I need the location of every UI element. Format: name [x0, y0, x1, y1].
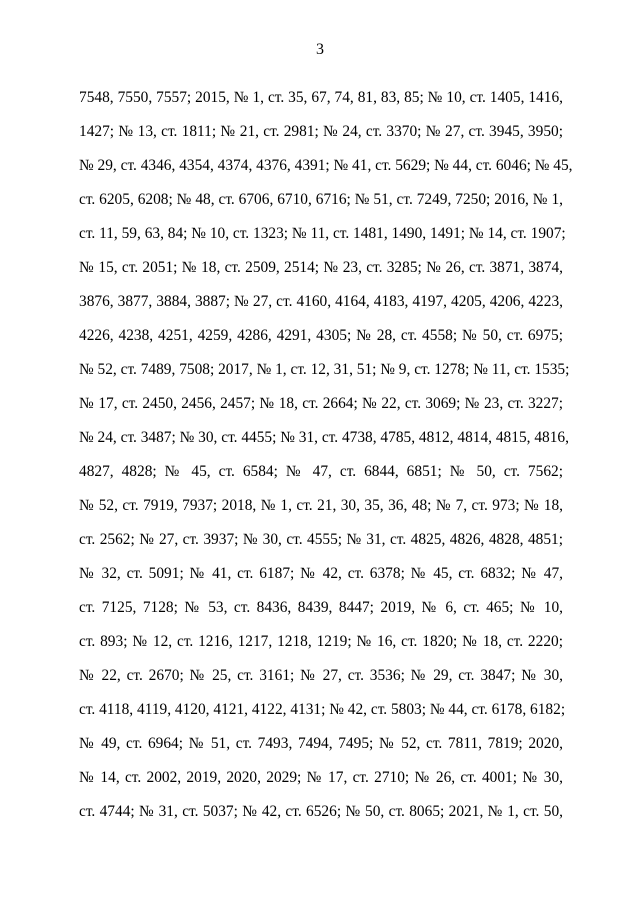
- text-line: № 49, ст. 6964; № 51, ст. 7493, 7494, 7495; № 52, ст. 7811, 7819; 2020,: [79, 735, 563, 752]
- document-body: [79, 81, 573, 829]
- text-line: № 22, ст. 2670; № 25, ст. 3161; № 27, ст. 3536; № 29, ст. 3847; № 30,: [79, 667, 563, 684]
- text-line: ст. 893; № 12, ст. 1216, 1217, 1218, 1219; № 16, ст. 1820; № 18, ст. 2220;: [79, 633, 563, 650]
- text-line: № 29, ст. 4346, 4354, 4374, 4376, 4391; № 41, ст. 5629; № 44, ст. 6046; № 45,: [79, 157, 573, 174]
- text-line: № 14, ст. 2002, 2019, 2020, 2029; № 17, ст. 2710; № 26, ст. 4001; № 30,: [79, 769, 563, 786]
- text-line: 7548, 7550, 7557; 2015, № 1, ст. 35, 67, 74, 81, 83, 85; № 10, ст. 1405, 1416,: [79, 89, 563, 106]
- page-number: 3: [316, 41, 324, 58]
- text-line: ст. 7125, 7128; № 53, ст. 8436, 8439, 8447; 2019, № 6, ст. 465; № 10,: [79, 599, 563, 616]
- text-line: № 52, ст. 7489, 7508; 2017, № 1, ст. 12, 31, 51; № 9, ст. 1278; № 11, ст. 1535;: [79, 361, 570, 378]
- text-line: № 15, ст. 2051; № 18, ст. 2509, 2514; № 23, ст. 3285; № 26, ст. 3871, 3874,: [79, 259, 563, 276]
- text-line: № 17, ст. 2450, 2456, 2457; № 18, ст. 2664; № 22, ст. 3069; № 23, ст. 3227;: [79, 395, 563, 412]
- text-line: 4827, 4828; № 45, ст. 6584; № 47, ст. 6844, 6851; № 50, ст. 7562;: [79, 463, 563, 480]
- text-line: ст. 6205, 6208; № 48, ст. 6706, 6710, 6716; № 51, ст. 7249, 7250; 2016, № 1,: [79, 191, 563, 208]
- text-line: № 52, ст. 7919, 7937; 2018, № 1, ст. 21, 30, 35, 36, 48; № 7, ст. 973; № 18,: [79, 497, 563, 514]
- text-line: ст. 4744; № 31, ст. 5037; № 42, ст. 6526; № 50, ст. 8065; 2021, № 1, ст. 50,: [79, 803, 563, 820]
- text-line: ст. 4118, 4119, 4120, 4121, 4122, 4131; № 42, ст. 5803; № 44, ст. 6178, 6182;: [79, 701, 566, 718]
- text-line: 3876, 3877, 3884, 3887; № 27, ст. 4160, 4164, 4183, 4197, 4205, 4206, 4223,: [79, 293, 563, 310]
- text-line: 1427; № 13, ст. 1811; № 21, ст. 2981; № 24, ст. 3370; № 27, ст. 3945, 3950;: [79, 123, 563, 140]
- text-line: 4226, 4238, 4251, 4259, 4286, 4291, 4305; № 28, ст. 4558; № 50, ст. 6975;: [79, 327, 563, 344]
- text-line: ст. 2562; № 27, ст. 3937; № 30, ст. 4555; № 31, ст. 4825, 4826, 4828, 4851;: [79, 531, 563, 548]
- text-line: ст. 11, 59, 63, 84; № 10, ст. 1323; № 11, ст. 1481, 1490, 1491; № 14, ст. 1907;: [79, 225, 566, 242]
- text-line: № 24, ст. 3487; № 30, ст. 4455; № 31, ст. 4738, 4785, 4812, 4814, 4815, 4816,: [79, 429, 569, 446]
- text-line: № 32, ст. 5091; № 41, ст. 6187; № 42, ст. 6378; № 45, ст. 6832; № 47,: [79, 565, 563, 582]
